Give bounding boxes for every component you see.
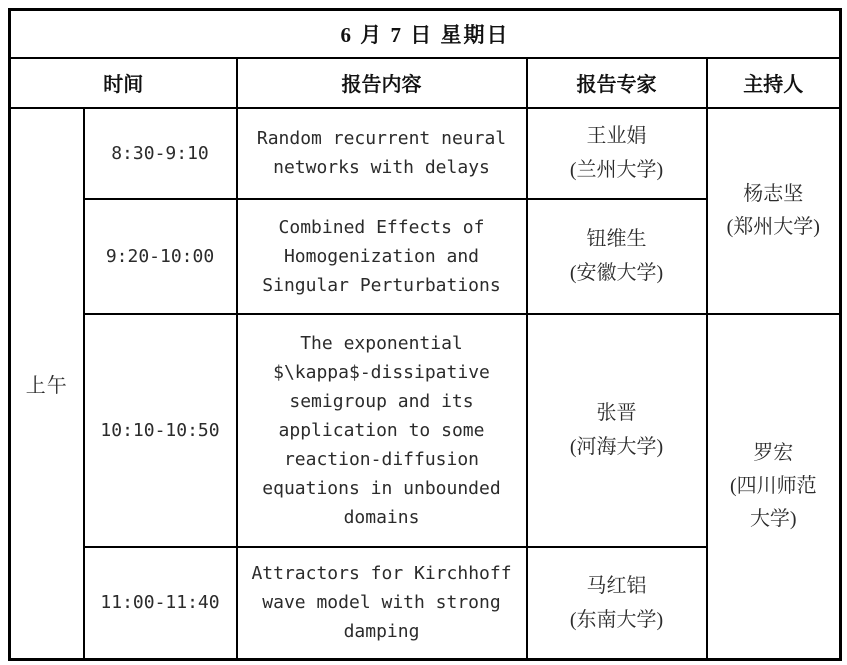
header-content: 报告内容 bbox=[237, 58, 527, 108]
speaker-name: 张晋 bbox=[596, 402, 637, 424]
date-title: 6 月 7 日 星期日 bbox=[10, 10, 841, 58]
host-cell bbox=[707, 314, 841, 660]
speaker-cell bbox=[527, 108, 707, 199]
time-cell: 8:30-9:10 bbox=[84, 108, 237, 199]
table-row bbox=[10, 108, 841, 199]
table-row bbox=[10, 314, 841, 547]
column-header-row bbox=[10, 58, 841, 108]
speaker-affiliation: (东南大学) bbox=[569, 608, 664, 631]
speaker-cell bbox=[527, 314, 707, 547]
time-cell: 11:00-11:40 bbox=[84, 547, 237, 660]
talk-title: The exponential $\kappa$-dissipative semigroup and its application to some reaction-diffusion equations in unbounded domains bbox=[237, 314, 527, 547]
schedule-table-container bbox=[8, 8, 842, 661]
header-host: 主持人 bbox=[707, 58, 841, 108]
schedule-table bbox=[8, 8, 842, 661]
talk-title: Combined Effects of Homogenization and Singular Perturbations bbox=[237, 199, 527, 314]
speaker-name: 王业娟 bbox=[586, 125, 647, 147]
host-affiliation: (郑州大学) bbox=[726, 215, 820, 238]
header-time: 时间 bbox=[10, 58, 237, 108]
period-label: 上午 bbox=[10, 108, 84, 660]
time-cell: 9:20-10:00 bbox=[84, 199, 237, 314]
host-name: 罗宏 bbox=[753, 441, 794, 464]
date-title-row bbox=[10, 10, 841, 58]
speaker-name: 钮维生 bbox=[586, 228, 647, 250]
speaker-affiliation: (河海大学) bbox=[569, 436, 664, 458]
speaker-affiliation: (兰州大学) bbox=[569, 159, 664, 181]
host-cell bbox=[707, 108, 841, 314]
host-affiliation: (四川师范大学) bbox=[729, 474, 817, 530]
speaker-affiliation: (安徽大学) bbox=[569, 262, 664, 284]
speaker-cell bbox=[527, 547, 707, 660]
header-speaker: 报告专家 bbox=[527, 58, 707, 108]
speaker-cell bbox=[527, 199, 707, 314]
speaker-name: 马红铝 bbox=[586, 574, 647, 597]
host-name: 杨志坚 bbox=[743, 182, 804, 205]
time-cell: 10:10-10:50 bbox=[84, 314, 237, 547]
talk-title: Random recurrent neural networks with delays bbox=[237, 108, 527, 199]
talk-title: Attractors for Kirchhoff wave model with strong damping bbox=[237, 547, 527, 660]
